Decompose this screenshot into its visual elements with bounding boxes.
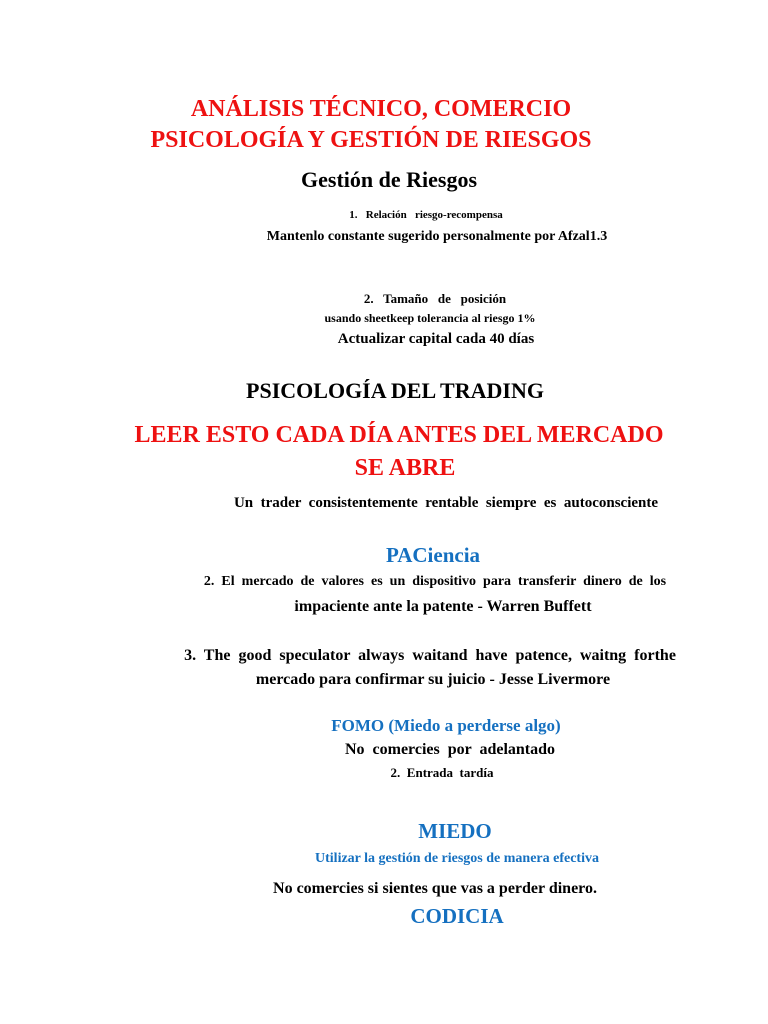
fear-subheading: Utilizar la gestión de riesgos de manera efectiva [315, 851, 599, 866]
buffett-quote-line-2: impaciente ante la patente - Warren Buffett [294, 598, 592, 615]
livermore-quote-line-1: 3. The good speculator always waitand have patence, waitng forthe [184, 647, 676, 664]
warning-line-1: LEER ESTO CADA DÍA ANTES DEL MERCADO [134, 422, 664, 448]
buffett-quote-line-1: 2. El mercado de valores es un dispositivo para transferir dinero de los [203, 574, 667, 589]
risk-item-2-label: 2. Tamaño de posición [363, 291, 507, 306]
risk-item-2-note: Actualizar capital cada 40 días [337, 331, 535, 347]
patience-heading: PACiencia [385, 543, 481, 567]
document-title-line-1: ANÁLISIS TÉCNICO, COMERCIO [190, 96, 572, 122]
risk-item-2-text: usando sheetkeep tolerancia al riesgo 1% [324, 311, 536, 325]
fomo-line-2: 2. Entrada tardía [390, 765, 494, 780]
psychology-heading: PSICOLOGÍA DEL TRADING [246, 378, 544, 403]
risk-item-1-text: Mantenlo constante sugerido personalmente por Afzal1.3 [266, 229, 608, 244]
document-title-line-2: PSICOLOGÍA Y GESTIÓN DE RIESGOS [150, 127, 592, 153]
risk-heading: Gestión de Riesgos [301, 167, 477, 192]
livermore-quote-line-2: mercado para confirmar su juicio - Jesse Livermore [255, 671, 611, 688]
fomo-heading: FOMO (Miedo a perderse algo) [331, 716, 561, 735]
greed-heading: CODICIA [410, 904, 504, 928]
warning-line-2: SE ABRE [354, 455, 456, 481]
fear-text: No comercies si sientes que vas a perder dinero. [273, 880, 597, 897]
fear-heading: MIEDO [418, 819, 492, 843]
risk-item-1-label: 1. Relación riesgo-recompensa [349, 209, 503, 221]
fomo-line-1: No comercies por adelantado [344, 741, 556, 758]
intro-statement: Un trader consistentemente rentable siempre es autoconsciente [233, 495, 659, 511]
